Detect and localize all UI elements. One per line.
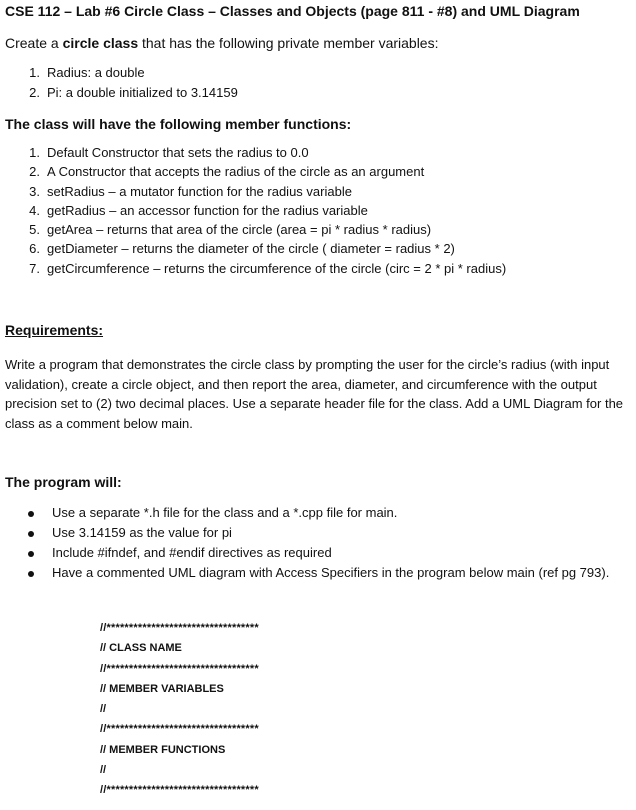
item-text: Use a separate *.h file for the class and a *.cpp file for main. (52, 505, 398, 520)
program-bullet-list (20, 505, 635, 585)
list-item (20, 505, 635, 525)
uml-comment-template (100, 622, 259, 805)
requirements-heading: Requirements: (5, 322, 104, 338)
item-number: 2. (29, 85, 40, 100)
bullet-icon (28, 571, 34, 577)
item-text: Include #ifndef, and #endif directives as required (52, 545, 332, 560)
item-text: getArea – returns that area of the circle (area = pi * radius * radius) (47, 222, 432, 238)
functions-heading: The class will have the following member functions: (5, 116, 352, 132)
list-item (20, 222, 630, 241)
program-heading: The program will: (5, 474, 122, 490)
list-item (20, 65, 620, 85)
uml-line: // (100, 703, 107, 716)
list-item (20, 203, 630, 222)
item-number: 4. (29, 202, 40, 218)
item-number: 2. (29, 164, 40, 180)
item-number: 1. (29, 145, 40, 160)
list-item (20, 184, 630, 203)
item-text: A Constructor that accepts the radius of the circle as an argument (47, 164, 425, 180)
item-number: 1. (29, 65, 40, 80)
member-functions-list (20, 145, 630, 280)
item-text: setRadius – a mutator function for the radius variable (47, 183, 352, 199)
uml-line: //********************************** (100, 723, 259, 736)
item-number: 6. (29, 241, 40, 257)
intro-sentence (5, 35, 438, 51)
intro-suffix: that has the following private member variables: (138, 35, 439, 51)
list-item (20, 164, 630, 183)
item-text: Have a commented UML diagram with Access Specifiers in the program below main (ref pg 793). (52, 565, 610, 580)
item-number: 3. (29, 183, 40, 199)
uml-line: // MEMBER FUNCTIONS (100, 743, 226, 756)
member-variables-list (20, 65, 620, 105)
list-item (20, 241, 630, 260)
uml-line: //********************************** (100, 622, 259, 634)
uml-line: //********************************** (100, 784, 259, 797)
intro-bold: circle class (62, 35, 139, 51)
item-text: getDiameter – returns the diameter of the circle ( diameter = radius * 2) (47, 241, 455, 257)
item-text: getCircumference – returns the circumference of the circle (circ = 2 * pi * radius) (47, 260, 507, 276)
item-number: 7. (29, 260, 40, 276)
uml-line: //********************************** (100, 662, 259, 675)
bullet-icon (28, 551, 34, 557)
bullet-icon (28, 511, 34, 517)
list-item (20, 261, 630, 280)
requirements-paragraph: Write a program that demonstrates the circle class by prompting the user for the circle’s radius (with input validation), create a circle object, and then report the area, diameter, and circumference with the output precision set to (2) two decimal places. Use a separate header file for the class. Add a UML Diagram for the class as a comment below main. (5, 357, 624, 431)
list-item (20, 85, 620, 105)
bullet-icon (28, 531, 34, 537)
list-item (20, 545, 635, 565)
list-item (20, 145, 630, 164)
item-text: Pi: a double initialized to 3.14159 (47, 85, 238, 100)
item-text: Use 3.14159 as the value for pi (52, 525, 232, 540)
item-number: 5. (29, 222, 40, 238)
uml-line: // CLASS NAME (100, 642, 182, 655)
item-text: Radius: a double (47, 65, 145, 80)
item-text: getRadius – an accessor function for the radius variable (47, 202, 368, 218)
list-item (20, 565, 635, 585)
list-item (20, 525, 635, 545)
item-text: Default Constructor that sets the radius to 0.0 (47, 145, 309, 160)
uml-line: // MEMBER VARIABLES (100, 682, 224, 695)
page-title: CSE 112 – Lab #6 Circle Class – Classes and Objects (page 811 - #8) and UML Diagram (5, 3, 580, 19)
uml-line: // (100, 764, 107, 777)
intro-prefix: Create a (5, 35, 63, 51)
